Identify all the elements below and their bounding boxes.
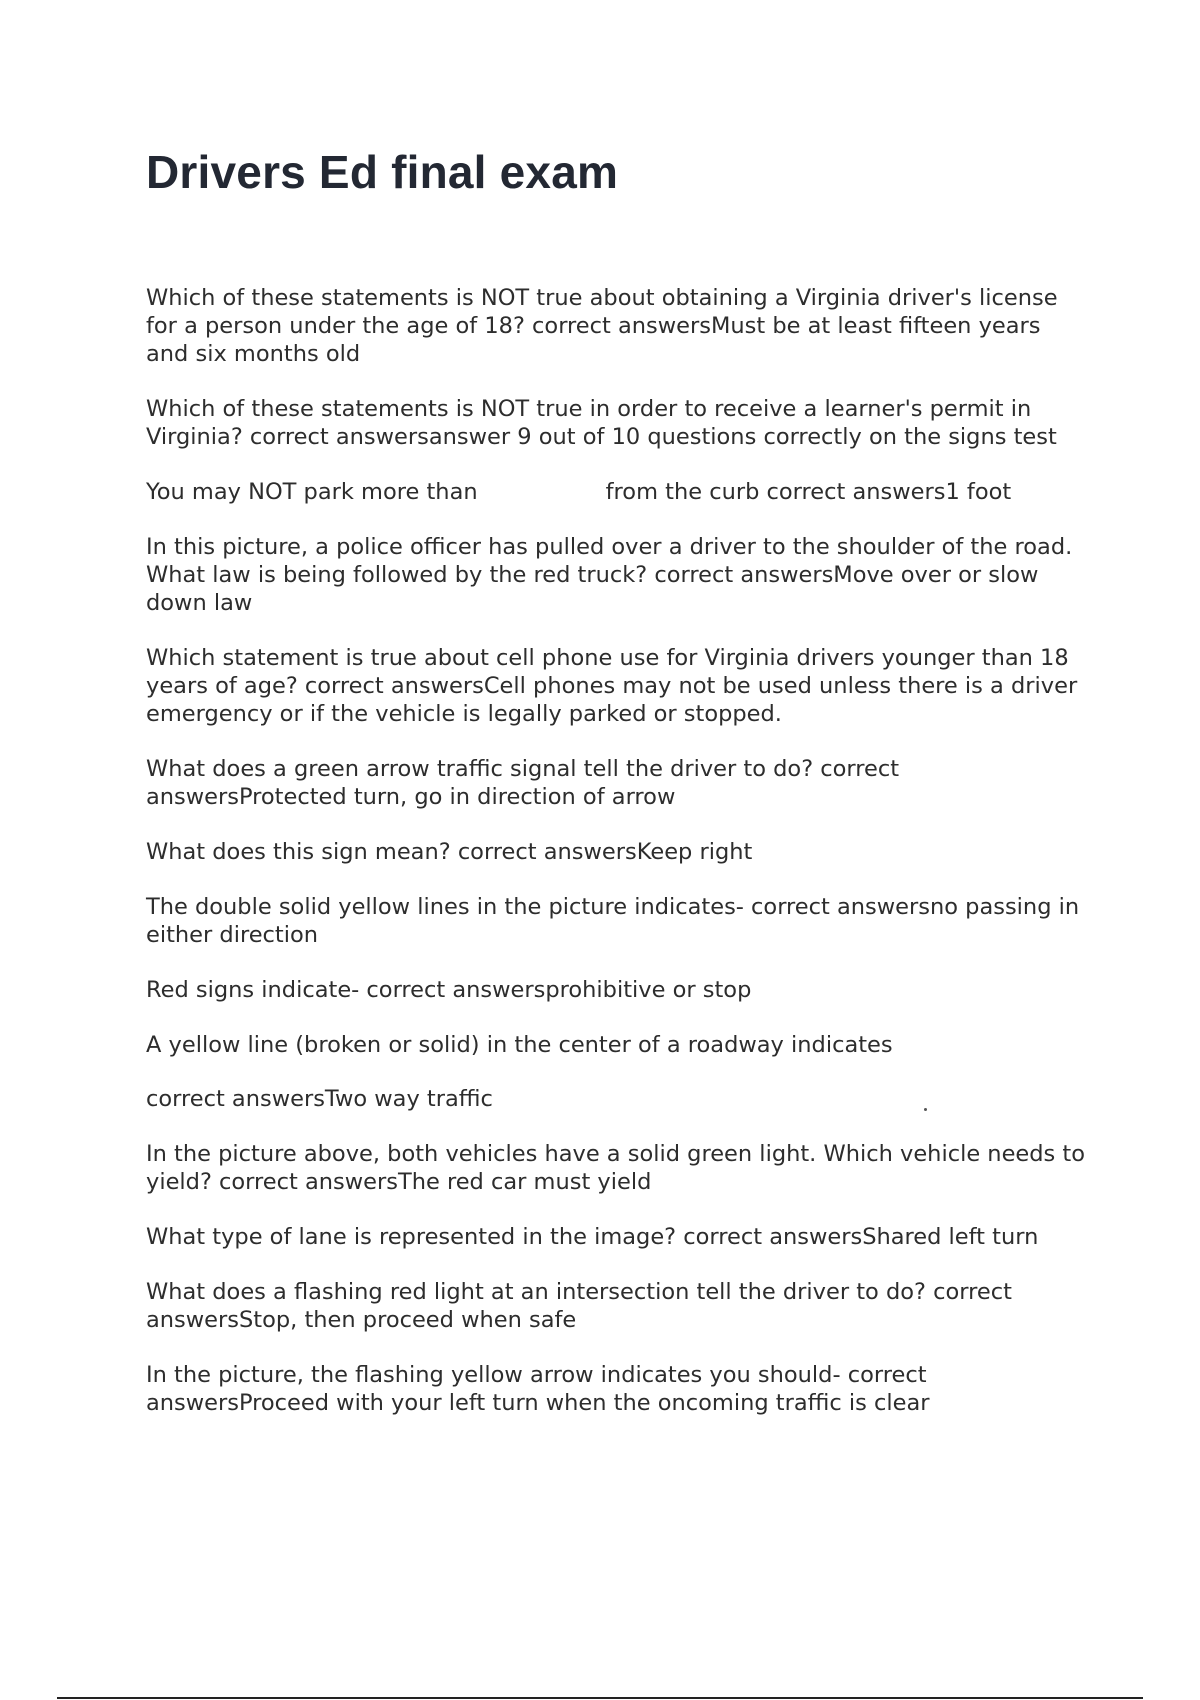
footer-rule xyxy=(57,1697,1143,1699)
stray-dot xyxy=(924,1108,927,1111)
question-item: In this picture, a police officer has pulled over a driver to the shoulder of the road. What law is being followed by the red truck? correct answersMove over or slow down law xyxy=(146,534,1073,616)
question-text-after-blank: from the curb correct answers1 foot xyxy=(605,479,1012,505)
answer-item: correct answersTwo way traffic xyxy=(146,1086,493,1112)
question-item: Which of these statements is NOT true about obtaining a Virginia driver's license for a person under the age of 18? correct answersMust be at least fifteen years and six months old xyxy=(146,285,1058,367)
question-item: Red signs indicate- correct answersprohibitive or stop xyxy=(146,977,752,1003)
question-item: A yellow line (broken or solid) in the center of a roadway indicates xyxy=(146,1032,893,1058)
question-item: What does a green arrow traffic signal tell the driver to do? correct answersProtected turn, go in direction of arrow xyxy=(146,756,900,810)
question-item: In the picture above, both vehicles have a solid green light. Which vehicle needs to yield? correct answersThe red car must yield xyxy=(146,1141,1086,1195)
question-item: What does a flashing red light at an intersection tell the driver to do? correct answersStop, then proceed when safe xyxy=(146,1279,1012,1333)
question-item: Which statement is true about cell phone use for Virginia drivers younger than 18 years of age? correct answersCell phones may not be used unless there is a driver emergency or if the vehicle is legally parked or stopped. xyxy=(146,645,1078,727)
document-title: Drivers Ed final exam xyxy=(146,146,619,198)
question-item xyxy=(146,478,1086,506)
question-item: The double solid yellow lines in the picture indicates- correct answersno passing in either direction xyxy=(146,894,1080,948)
question-item: What type of lane is represented in the image? correct answersShared left turn xyxy=(146,1224,1039,1250)
question-item: What does this sign mean? correct answersKeep right xyxy=(146,839,753,865)
question-item: In the picture, the flashing yellow arrow indicates you should- correct answersProceed with your left turn when the oncoming traffic is clear xyxy=(146,1362,930,1416)
question-text-before-blank: You may NOT park more than xyxy=(146,479,478,505)
question-item: Which of these statements is NOT true in order to receive a learner's permit in Virginia? correct answersanswer 9 out of 10 questions correctly on the signs test xyxy=(146,396,1057,450)
question-list xyxy=(146,284,1086,1444)
